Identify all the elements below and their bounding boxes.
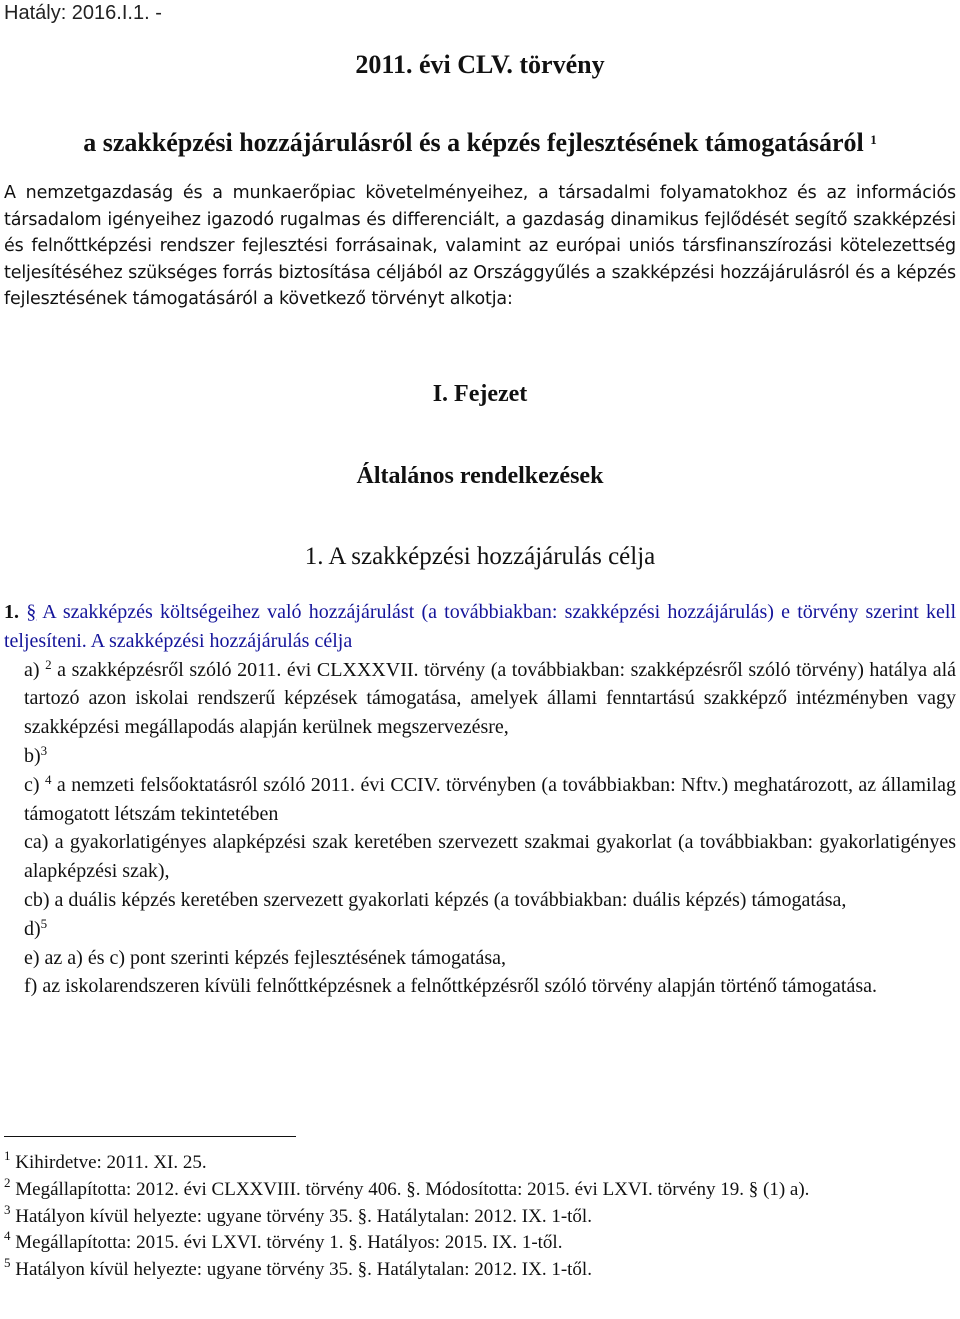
point-f-text: az iskolarendszeren kívüli felnőttképzésnek a felnőttképzésről szóló törvény alapján történő támogatása.: [42, 975, 878, 998]
paragraph-sign[interactable]: §: [26, 601, 37, 623]
point-e: [4, 944, 956, 973]
point-f-label: f): [24, 975, 38, 998]
paragraph-1-purpose: A szakképzési hozzájárulás célja: [90, 629, 353, 652]
footnote-ref-1[interactable]: 1: [870, 132, 877, 147]
paragraph-1-text: A szakképzés költségeihez való hozzájárulást (a továbbiakban: szakképzési hozzájárulás) e törvény szerint kell teljesíteni.: [4, 601, 957, 652]
point-ca-text: a gyakorlatigényes alapképzési szak keretében szervezett szakmai gyakorlat (a továbbiakban: gyakorlatigényes alapképzési szak),: [24, 831, 956, 883]
footnote-ref-3[interactable]: 3: [40, 742, 48, 758]
footnote-item: [4, 1257, 956, 1284]
point-cb-text: a duális képzés keretében szervezett gyakorlati képzés (a továbbiakban: duális képzés) támogatása,: [54, 888, 847, 911]
point-a-label: a): [24, 658, 40, 681]
point-e-text: az a) és c) pont szerinti képzés fejlesztésének támogatása,: [44, 946, 506, 969]
point-cb-label: cb): [24, 888, 50, 911]
chapter-number: I. Fejezet: [432, 381, 528, 407]
footnote-divider: [4, 1136, 296, 1137]
point-f: [4, 972, 956, 1001]
footnotes: [4, 1150, 956, 1284]
effective-date-header: Hatály: 2016.I.1. -: [4, 2, 162, 24]
footnote-ref-4[interactable]: 4: [44, 771, 52, 787]
law-subject-title: [0, 128, 960, 158]
point-c: [4, 771, 956, 829]
point-d: [4, 915, 956, 944]
point-c-label: c): [24, 773, 40, 796]
footnote-text: Kihirdetve: 2011. XI. 25.: [15, 1152, 207, 1173]
point-ca: [4, 828, 956, 886]
paragraph-1: [4, 598, 956, 656]
footnote-ref-2[interactable]: 2: [45, 656, 52, 672]
paragraph-number: 1.: [4, 601, 19, 623]
point-a-text: a szakképzésről szóló 2011. évi CLXXXVII. törvény (a továbbiakban: szakképzésről szóló törvény) hatálya alá tartozó azon iskolai rendszerű képzések támogatása, amelyek állami fenntartású szakképző intézményben vagy szakképzési megállapodás alapján kerülnek megszervezésre,: [24, 658, 957, 739]
footnote-number: 3: [4, 1201, 11, 1217]
point-ca-label: ca): [24, 831, 49, 854]
footnote-item: [4, 1201, 956, 1231]
footnote-number: 4: [4, 1228, 11, 1244]
section-title: 1. A szakképzési hozzájárulás célja: [304, 543, 656, 570]
footnote-item: [4, 1150, 956, 1177]
footnote-number: 5: [4, 1255, 11, 1271]
law-title: 2011. évi CLV. törvény: [355, 50, 605, 79]
footnote-number: 2: [4, 1174, 11, 1190]
footnote-item: [4, 1230, 956, 1257]
footnote-text: Hatályon kívül helyezte: ugyane törvény 35. §. Hatálytalan: 2012. IX. 1-től.: [15, 1259, 592, 1281]
point-b-label: b): [24, 744, 41, 767]
point-a: [4, 656, 956, 742]
preamble: A nemzetgazdaság és a munkaerőpiac követelményeihez, a társadalmi folyamatokhoz és az információs társadalom igényeihez igazodó rugalmas és differenciált, a gazdaság dinamikus fejlődését segítő szakképzési és felnőttképzési rendszer fejlesztési forrásainak, valamint az európai uniós társfinanszírozási kötelezettség teljesítéséhez szükséges forrás biztosítása céljából az Országgyűlés a szakképzési hozzájárulásról és a képzés fejlesztésének támogatásáról a következő törvényt alkotja:: [4, 183, 956, 309]
footnote-item: [4, 1174, 956, 1204]
point-cb: [4, 886, 956, 915]
point-e-label: e): [24, 946, 40, 969]
chapter-title: Általános rendelkezések: [356, 463, 604, 489]
section-body: [4, 598, 956, 1001]
footnote-text: Megállapította: 2015. évi LXVI. törvény 1. §. Hatályos: 2015. IX. 1-től.: [15, 1232, 563, 1254]
point-c-text: a nemzeti felsőoktatásról szóló 2011. évi CCIV. törvényben (a továbbiakban: Nftv.) meghatározott, az államilag támogatott létszám tekintetében: [24, 773, 956, 825]
footnote-text: Megállapította: 2012. évi CLXXVIII. törvény 406. §. Módosította: 2015. évi LXVI. törvény 19. § (1) a).: [15, 1178, 810, 1200]
footnote-number: 1: [4, 1148, 11, 1163]
law-subject-text: a szakképzési hozzájárulásról és a képzés fejlesztésének támogatásáról: [83, 128, 864, 157]
footnote-ref-5[interactable]: 5: [40, 915, 48, 931]
point-d-label: d): [24, 917, 41, 940]
footnote-text: Hatályon kívül helyezte: ugyane törvény 35. §. Hatálytalan: 2012. IX. 1-től.: [15, 1205, 592, 1227]
point-b: [4, 742, 956, 771]
